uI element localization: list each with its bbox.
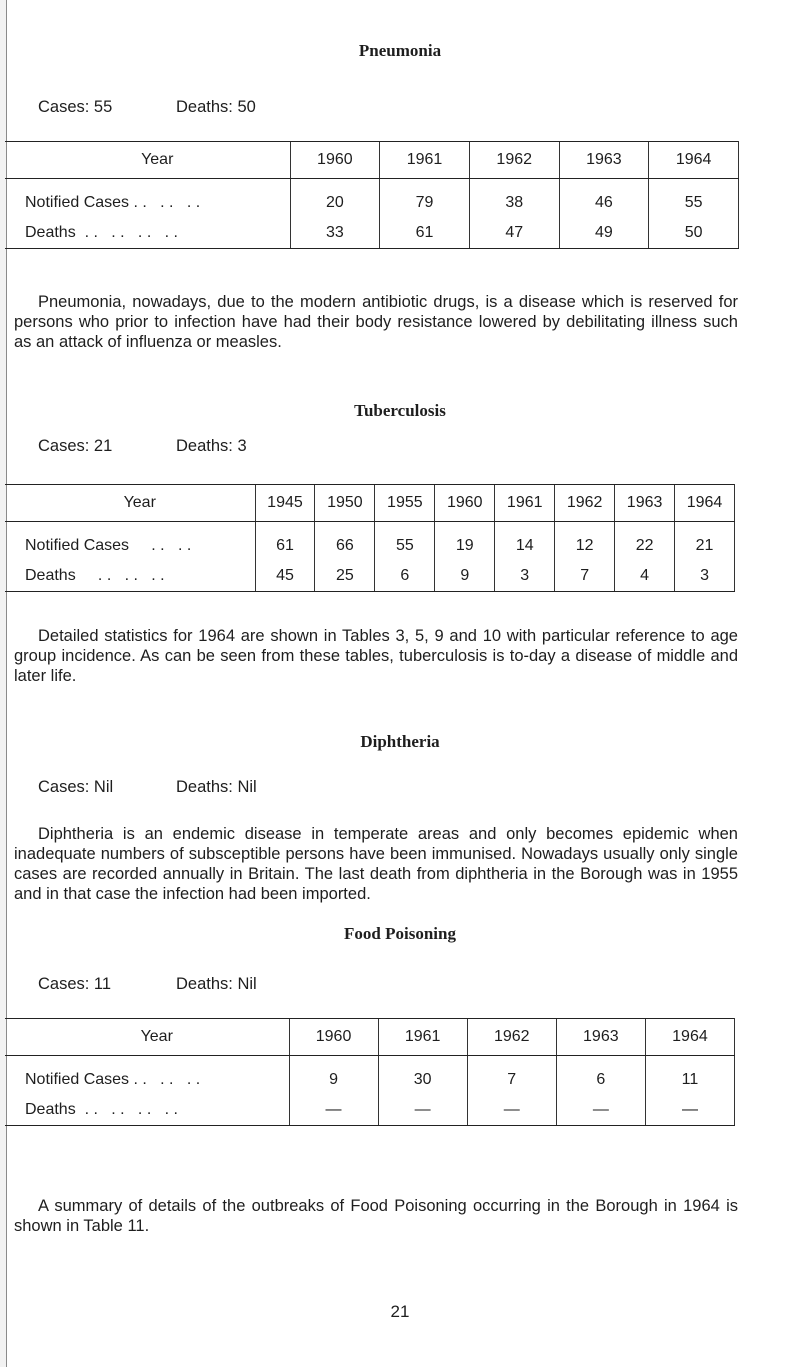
table-cell: 30 [378, 1056, 467, 1096]
year-cell: 1962 [555, 485, 615, 522]
tuberculosis-paragraph [14, 626, 738, 686]
year-cell: 1961 [378, 1019, 467, 1056]
table-cell: 47 [469, 218, 559, 249]
year-cell: 1945 [255, 485, 315, 522]
row-label: Deaths . . . . . . . . [5, 1095, 289, 1126]
table-cell: 50 [649, 218, 739, 249]
row-label: Deaths . . . . . . . . [5, 218, 290, 249]
year-cell: 1955 [375, 485, 435, 522]
year-header: Year [5, 142, 290, 179]
pneumonia-heading: Pneumonia [358, 41, 442, 60]
table-cell: 12 [555, 522, 615, 562]
table-cell: 46 [559, 179, 649, 219]
tuberculosis-case-line [38, 437, 247, 456]
table-cell: 6 [375, 561, 435, 592]
row-label: Notified Cases . . . . . . [25, 1070, 201, 1088]
tuberculosis-heading: Tuberculosis [354, 401, 446, 420]
paragraph-text: Detailed statistics for 1964 are shown in Tables 3, 5, 9 and 10 with particular reference to age group incidence. As can be seen from these tables, tuberculosis is to-day a disease of middle and later life. [14, 627, 738, 685]
table-cell: — [378, 1095, 467, 1126]
diphtheria-heading: Diphtheria [360, 732, 440, 751]
table-cell: 79 [380, 179, 470, 219]
paragraph-text: Pneumonia, nowadays, due to the modern antibiotic drugs, is a disease which is reserved for persons who prior to infection have had their body resistance lowered by debilitating illness such as an attack of influenza or measles. [14, 293, 738, 351]
year-cell: 1960 [290, 142, 380, 179]
diphtheria-paragraph [14, 824, 738, 904]
food-poisoning-paragraph [14, 1196, 738, 1236]
pneumonia-deaths: Deaths: 50 [176, 98, 256, 116]
table-cell: 3 [495, 561, 555, 592]
year-cell: 1961 [495, 485, 555, 522]
table-cell: — [467, 1095, 556, 1126]
food-poisoning-cases: Cases: 11 [38, 975, 112, 993]
year-header: Year [5, 1019, 289, 1056]
year-cell: 1961 [380, 142, 470, 179]
pneumonia-table [5, 141, 739, 249]
table-cell: 33 [290, 218, 380, 249]
diphtheria-deaths: Deaths: Nil [176, 778, 257, 796]
table-row [5, 218, 739, 249]
pneumonia-case-line [38, 98, 256, 117]
pneumonia-cases: Cases: 55 [38, 98, 113, 116]
table-cell: 55 [649, 179, 739, 219]
table-cell: 22 [615, 522, 675, 562]
year-cell: 1963 [615, 485, 675, 522]
table-row [5, 522, 735, 562]
table-cell: 7 [555, 561, 615, 592]
year-cell: 1964 [649, 142, 739, 179]
table-row [5, 1056, 735, 1096]
table-cell: 7 [467, 1056, 556, 1096]
table-cell: 6 [556, 1056, 645, 1096]
table-cell: 61 [255, 522, 315, 562]
table-cell: 49 [559, 218, 649, 249]
tuberculosis-table [5, 484, 735, 592]
year-cell: 1964 [645, 1019, 734, 1056]
table-cell: 61 [380, 218, 470, 249]
table-cell: 21 [675, 522, 735, 562]
paragraph-text: Diphtheria is an endemic disease in temperate areas and only becomes epidemic when inadequate numbers of subsceptible persons have been immunised. Nowadays usually only single cases are recorded annually in Britain. The last death from diphtheria in the Borough was in 1955 and in that case the infection had been imported. [14, 825, 738, 903]
table-cell: 20 [290, 179, 380, 219]
table-cell: — [556, 1095, 645, 1126]
table-cell: 4 [615, 561, 675, 592]
table-cell: 45 [255, 561, 315, 592]
year-cell: 1960 [435, 485, 495, 522]
table-cell: 14 [495, 522, 555, 562]
table-cell: 66 [315, 522, 375, 562]
table-cell: 9 [289, 1056, 378, 1096]
tuberculosis-cases: Cases: 21 [38, 437, 113, 455]
table-row [5, 561, 735, 592]
table-cell: — [289, 1095, 378, 1126]
year-cell: 1950 [315, 485, 375, 522]
row-label: Notified Cases . . . . . . [25, 193, 201, 211]
year-header: Year [5, 485, 255, 522]
food-poisoning-table [5, 1018, 735, 1126]
table-cell: 19 [435, 522, 495, 562]
table-row [5, 1095, 735, 1126]
tuberculosis-deaths: Deaths: 3 [176, 437, 247, 455]
table-row [5, 179, 739, 219]
table-cell: 55 [375, 522, 435, 562]
table-cell: 38 [469, 179, 559, 219]
table-cell: 25 [315, 561, 375, 592]
diphtheria-cases: Cases: Nil [38, 778, 114, 796]
food-poisoning-deaths: Deaths: Nil [176, 975, 257, 993]
food-poisoning-heading: Food Poisoning [344, 924, 456, 943]
year-cell: 1963 [559, 142, 649, 179]
page-number: 21 [390, 1302, 410, 1321]
paragraph-text: A summary of details of the outbreaks of Food Poisoning occurring in the Borough in 1964 is shown in Table 11. [14, 1197, 738, 1235]
year-cell: 1962 [469, 142, 559, 179]
diphtheria-case-line [38, 778, 257, 797]
row-label: Deaths . . . . . . [5, 561, 255, 592]
year-cell: 1962 [467, 1019, 556, 1056]
row-label: Notified Cases . . . . [25, 536, 192, 554]
pneumonia-paragraph [14, 292, 738, 352]
table-cell: 3 [675, 561, 735, 592]
year-cell: 1964 [675, 485, 735, 522]
table-cell: 11 [645, 1056, 734, 1096]
table-cell: — [645, 1095, 734, 1126]
year-cell: 1960 [289, 1019, 378, 1056]
food-poisoning-case-line [38, 975, 257, 994]
table-cell: 9 [435, 561, 495, 592]
year-cell: 1963 [556, 1019, 645, 1056]
